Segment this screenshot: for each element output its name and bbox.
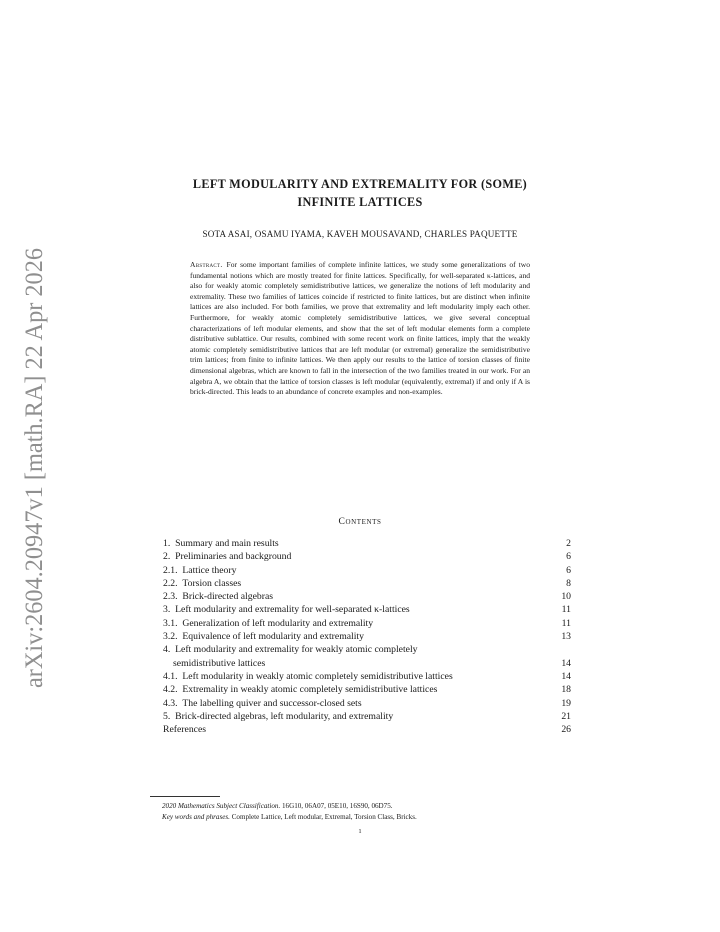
toc-entry[interactable] [163, 643, 571, 670]
toc-entry-page: 14 [561, 657, 571, 669]
toc-entry[interactable] [163, 603, 571, 616]
toc-entry[interactable] [163, 564, 571, 577]
contents-heading: Contents [338, 516, 382, 527]
footnote-keywords-value: Complete Lattice, Left modular, Extremal, Torsion Class, Bricks. [231, 813, 417, 821]
toc-entry-label: Preliminaries and background [175, 551, 292, 563]
abstract-label: Abstract. [190, 260, 223, 269]
toc-entry[interactable] [163, 697, 571, 710]
toc-entry-number: 4. [163, 644, 171, 656]
toc-entry-label: Left modularity in weakly atomic completely semidistributive lattices [182, 670, 453, 682]
toc-entry-page: 19 [561, 697, 571, 709]
toc-entry-label: Extremality in weakly atomic completely semidistributive lattices [182, 684, 438, 696]
toc-entry-page: 26 [561, 724, 571, 736]
toc-entry-number: 3. [163, 604, 171, 616]
toc-entry-page: 11 [561, 617, 571, 629]
toc-entry-title [163, 617, 551, 630]
toc-entry-label: Torsion classes [182, 577, 242, 589]
toc-entry-label: References [163, 724, 207, 736]
paper-title [150, 175, 570, 211]
toc-entry[interactable] [163, 670, 571, 683]
toc-entry-title [163, 603, 551, 616]
toc-entry-title [163, 537, 551, 550]
title-line-1: LEFT MODULARITY AND EXTREMALITY FOR (SOME) [192, 177, 528, 191]
toc-entry-label: Lattice theory [182, 564, 237, 576]
toc-entry-page: 6 [566, 551, 571, 563]
footnote-keywords-label: Key words and phrases. [162, 813, 230, 821]
toc-entry-number: 4.2. [163, 684, 178, 696]
toc-entry[interactable] [163, 550, 571, 563]
toc-entry-label: Left modularity and extremality for well-separated κ-lattices [175, 604, 410, 616]
toc-entry-title [163, 630, 551, 643]
toc-entry[interactable] [163, 710, 571, 723]
toc-entry-page: 21 [561, 710, 571, 722]
page-number: 1 [358, 828, 362, 835]
toc-entry[interactable] [163, 630, 571, 643]
abstract [190, 260, 530, 398]
toc-entry-label-continued: semidistributive lattices [173, 657, 266, 669]
toc-entry-label: Equivalence of left modularity and extremality [182, 631, 364, 643]
toc-entry[interactable] [163, 683, 571, 696]
toc-entry-number: 1. [163, 538, 171, 549]
toc-entry-title [163, 697, 551, 710]
toc-entry[interactable] [163, 617, 571, 630]
toc-entry-page: 8 [566, 577, 571, 589]
toc-entry-title [163, 683, 551, 696]
toc-entry-number: 4.1. [163, 670, 178, 682]
footnote-keywords [162, 812, 582, 823]
footnote-msc-value: 16G10, 06A07, 05E10, 16S90, 06D75. [282, 802, 393, 810]
toc-entry-title [163, 643, 551, 670]
toc-entry-title [163, 564, 551, 577]
toc-entry-title [163, 723, 551, 736]
toc-entry-label: The labelling quiver and successor-closed sets [182, 697, 362, 709]
toc-entry-title [163, 670, 551, 683]
author-list: SOTA ASAI, OSAMU IYAMA, KAVEH MOUSAVAND, CHARLES PAQUETTE [202, 229, 518, 239]
toc-entry-page: 6 [566, 564, 571, 576]
toc-entry-page: 11 [561, 604, 571, 616]
toc-entry-number: 5. [163, 710, 171, 722]
toc-entry-page: 18 [561, 684, 571, 696]
toc-entry-label: Summary and main results [175, 538, 279, 549]
footnote-msc [162, 801, 582, 812]
toc-entry-number: 2.3. [163, 591, 178, 603]
toc-entry[interactable] [163, 590, 571, 603]
toc-entry[interactable] [163, 537, 571, 550]
toc-entry-label: Brick-directed algebras [182, 591, 274, 603]
toc-entry-label: Generalization of left modularity and extremality [182, 617, 374, 629]
footnotes [162, 801, 582, 823]
footnote-rule [150, 796, 220, 797]
toc-entry[interactable] [163, 577, 571, 590]
toc-entry[interactable] [163, 723, 571, 736]
toc-entry-title [163, 710, 551, 723]
toc-entry-title [163, 577, 551, 590]
abstract-text: For some important families of complete infinite lattices, we study some generalizations of two fundamental notions which are mostly treated for finite lattices. Specifically, for well-separated κ-lattices, and also for weakly atomic completely semidistributive lattices, we generalize the notions of left modularity and extremality. These two families of lattices coincide if restricted to finite lattices, but are distinct when infinite lattices are also included. For both families, we prove that extremality and left modularity imply each other. Furthermore, for weakly atomic completely semidistributive lattices, we give several conceptual characterizations of left modular elements, and show that the set of left modular elements form a complete distributive sublattice. Our results, combined with some recent work on finite lattices, imply that the weakly atomic completely semidistributive lattices that are left modular (or extremal) generalize the semidistributive trim lattices; from finite to infinite lattices. We then apply our results to the lattice of torsion classes of finite dimensional algebras, which are known to fall in the intersection of the two families treated in our work. For an algebra A, we obtain that the lattice of torsion classes is left modular (equivalently, extremal) if and only if A is brick-directed. This leads to an abundance of concrete examples and non-examples. [190, 260, 530, 397]
toc-entry-number: 2.1. [163, 564, 178, 576]
arxiv-identifier [4, 248, 60, 688]
toc-entry-page: 10 [561, 591, 571, 603]
toc-entry-number: 2.2. [163, 577, 178, 589]
toc-entry-number: 3.2. [163, 631, 178, 643]
table-of-contents [163, 537, 571, 736]
toc-entry-page: 13 [561, 631, 571, 643]
toc-entry-label: Brick-directed algebras, left modularity, and extremality [175, 710, 394, 722]
toc-entry-label: Left modularity and extremality for weakly atomic completely [175, 644, 418, 656]
toc-entry-page: 14 [561, 670, 571, 682]
arxiv-identifier-text: arXiv:2604.20947v1 [math.RA] 22 Apr 2026 [21, 248, 48, 688]
toc-entry-number: 3.1. [163, 617, 178, 629]
toc-entry-number: 4.3. [163, 697, 178, 709]
toc-entry-number: 2. [163, 551, 171, 563]
toc-entry-title [163, 550, 551, 563]
title-line-2: INFINITE LATTICES [297, 195, 423, 209]
toc-entry-title [163, 590, 551, 603]
footnote-msc-label: 2020 Mathematics Subject Classification. [162, 802, 281, 810]
toc-entry-page: 2 [566, 538, 571, 549]
